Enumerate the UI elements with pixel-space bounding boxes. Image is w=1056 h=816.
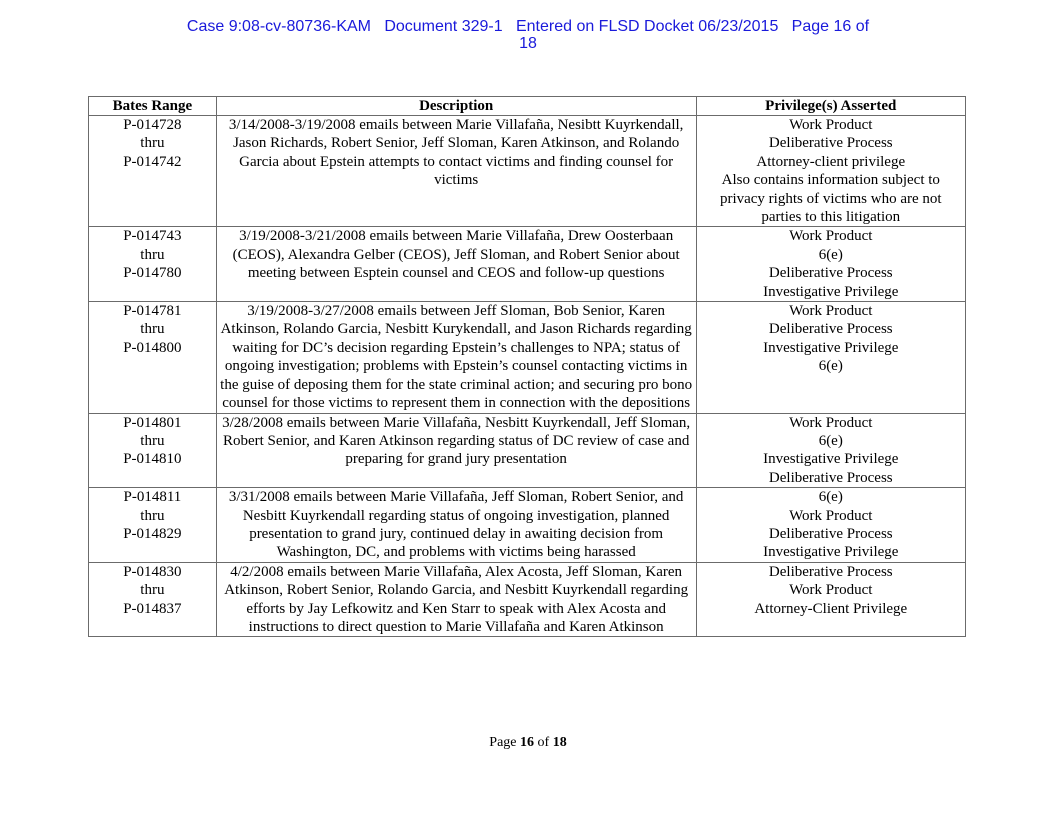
page-total: 18 — [552, 735, 567, 750]
docket-header-line1: Case 9:08-cv-80736-KAM Document 329-1 Entered on FLSD Docket 06/23/2015 Page 16 of — [186, 18, 870, 35]
bates-end: P-014810 — [123, 451, 182, 468]
privilege-item: Deliberative Process — [768, 321, 893, 338]
privilege-item: Deliberative Process — [768, 135, 893, 152]
bates-start: P-014743 — [123, 228, 182, 245]
privilege-item: Work Product — [789, 228, 873, 245]
privilege-item: Deliberative Process — [768, 469, 893, 486]
privilege-item: Attorney-Client Privilege — [754, 600, 908, 617]
table-row — [89, 413, 966, 488]
privilege-item: 6(e) — [818, 246, 843, 263]
privilege-item: Attorney-client privilege — [756, 153, 906, 170]
bates-cell — [89, 116, 217, 227]
privilege-item: Work Product — [789, 117, 873, 133]
privilege-item: 6(e) — [818, 432, 843, 449]
header-privileges: Privilege(s) Asserted — [696, 97, 965, 116]
bates-end: P-014800 — [123, 339, 182, 356]
table-row — [89, 562, 966, 637]
page-footer — [0, 735, 1056, 751]
bates-end: P-014742 — [123, 153, 182, 170]
privileges-cell — [696, 413, 965, 488]
description-cell: 4/2/2008 emails between Marie Villafaña, Alex Acosta, Jeff Sloman, Karen Atkinson, Robert Senior, Rolando Garcia, and Nesbitt Kuyrkendall regarding efforts by Jay Lefkowitz and Ken Starr to speak with Alex Acosta and instructions to direct question to Marie Villafaña and Karen Atkinson — [216, 562, 696, 637]
bates-end: P-014837 — [123, 600, 182, 617]
privilege-item: Work Product — [789, 507, 873, 524]
bates-thru: thru — [140, 507, 165, 524]
bates-start: P-014801 — [123, 414, 182, 431]
bates-end: P-014829 — [123, 525, 182, 542]
privileges-cell — [696, 562, 965, 637]
header-description: Description — [216, 97, 696, 116]
docket-header-line2: 18 — [519, 35, 537, 52]
bates-cell — [89, 302, 217, 413]
table-row — [89, 116, 966, 227]
header-bates-range: Bates Range — [89, 97, 217, 116]
bates-end: P-014780 — [123, 265, 182, 282]
privileges-cell — [696, 302, 965, 413]
bates-thru: thru — [140, 135, 165, 152]
bates-thru: thru — [140, 321, 165, 338]
privilege-item: Work Product — [789, 303, 873, 320]
bates-cell — [89, 413, 217, 488]
page-of: of — [537, 735, 550, 750]
privilege-item: Investigative Privilege — [763, 451, 899, 468]
bates-start: P-014811 — [123, 489, 182, 506]
privilege-item: Work Product — [789, 582, 873, 599]
bates-thru: thru — [140, 582, 165, 599]
privilege-item: Also contains information subject to privacy rights of victims who are not parties to this litigation — [719, 172, 942, 226]
privileges-cell — [696, 227, 965, 302]
description-cell: 3/31/2008 emails between Marie Villafaña, Jeff Sloman, Robert Senior, and Nesbitt Kuyrkendall regarding status of ongoing investigation, planned presentation to grand jury, continued delay in awaiting decision from Washington, DC, and problems with victims being harassed — [216, 488, 696, 563]
privilege-item: Deliberative Process — [768, 265, 893, 282]
privilege-item: Investigative Privilege — [763, 283, 899, 300]
bates-cell — [89, 227, 217, 302]
privilege-log-table — [88, 96, 966, 637]
bates-start: P-014728 — [123, 117, 182, 133]
bates-start: P-014830 — [123, 563, 182, 580]
privilege-item: Investigative Privilege — [763, 544, 899, 561]
description-cell: 3/14/2008-3/19/2008 emails between Marie Villafaña, Nesibtt Kuyrkendall, Jason Richards, Robert Senior, Jeff Sloman, Karen Atkinson, and Rolando Garcia about Epstein attempts to contact victims and finding counsel for victims — [216, 116, 696, 227]
privileges-cell — [696, 488, 965, 563]
description-cell: 3/28/2008 emails between Marie Villafaña, Nesbitt Kuyrkendall, Jeff Sloman, Robert Senior, and Karen Atkinson regarding status of DC review of case and preparing for grand jury presentation — [216, 413, 696, 488]
table-row — [89, 302, 966, 413]
privilege-item: Deliberative Process — [768, 563, 893, 580]
privilege-item: Work Product — [789, 414, 873, 431]
bates-cell — [89, 562, 217, 637]
privilege-item: 6(e) — [818, 358, 843, 375]
privileges-cell — [696, 116, 965, 227]
bates-thru: thru — [140, 432, 165, 449]
table-row — [89, 227, 966, 302]
privilege-item: Deliberative Process — [768, 525, 893, 542]
bates-start: P-014781 — [123, 303, 182, 320]
docket-header — [0, 18, 1056, 52]
description-cell: 3/19/2008-3/27/2008 emails between Jeff Sloman, Bob Senior, Karen Atkinson, Rolando Garcia, Nesbitt Kurykendall, and Jason Richards regarding waiting for DC’s decision regarding Epstein’s challenges to NPA; status of ongoing investigation; problems with Epstein’s counsel contacting victims in the guise of deposing them for the state criminal action; and securing pro bono counsel for those victims to represent them in connection with the depositions — [216, 302, 696, 413]
bates-cell — [89, 488, 217, 563]
privilege-item: Investigative Privilege — [763, 339, 899, 356]
page-current: 16 — [520, 735, 535, 750]
table-row — [89, 488, 966, 563]
table-header-row — [89, 97, 966, 116]
bates-thru: thru — [140, 246, 165, 263]
description-cell: 3/19/2008-3/21/2008 emails between Marie Villafaña, Drew Oosterbaan (CEOS), Alexandra Gelber (CEOS), Jeff Sloman, and Robert Senior about meeting between Esptein counsel and CEOS and follow-up questions — [216, 227, 696, 302]
page-label: Page — [489, 735, 517, 750]
privilege-item: 6(e) — [818, 489, 843, 506]
